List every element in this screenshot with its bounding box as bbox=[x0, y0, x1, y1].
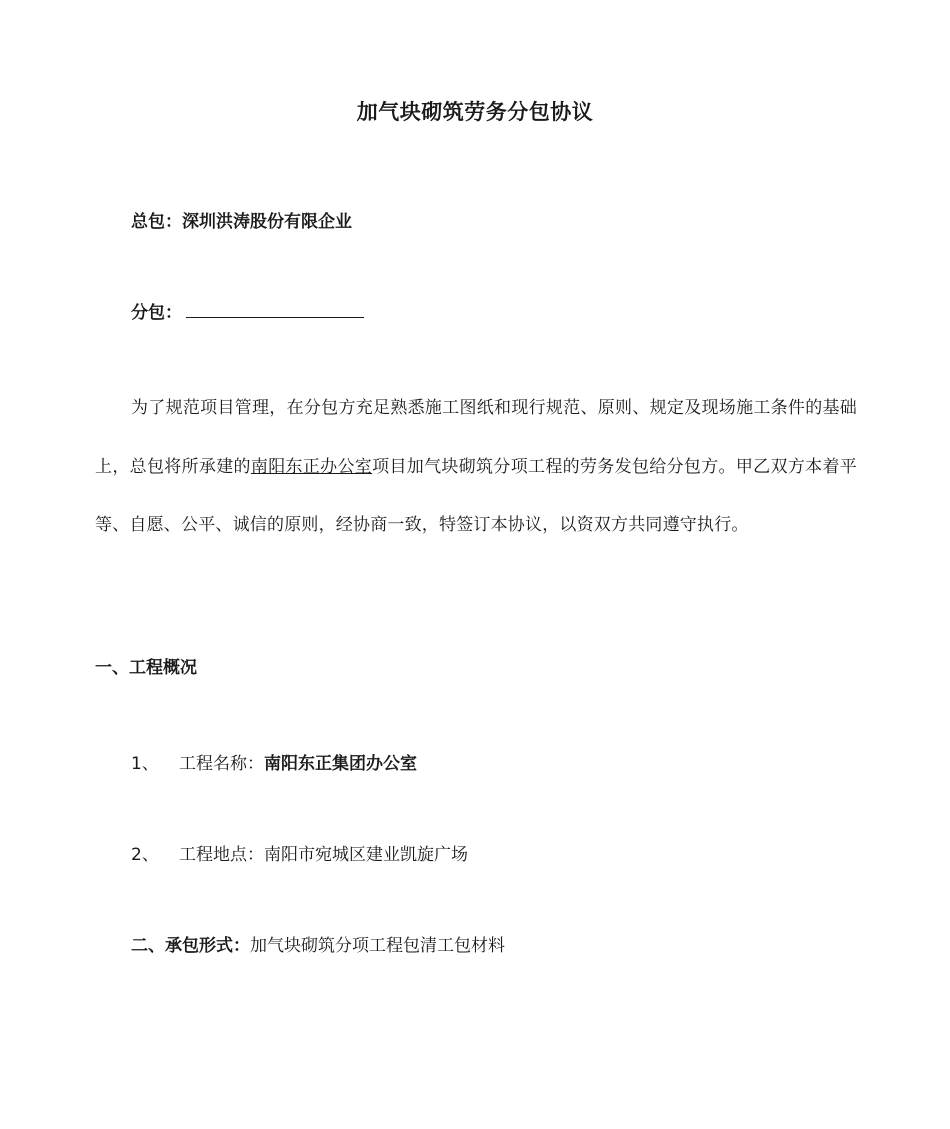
section2-line bbox=[131, 931, 505, 956]
section2-value: 加气块砌筑分项工程包清工包材料 bbox=[250, 936, 505, 956]
project-name-underlined: 南阳东正办公室 bbox=[250, 456, 373, 477]
intro-text-2: 项目加气块砌筑分项工程的劳务发包给分包方。甲乙双方本着平等、自愿、公平、诚信的原则，经协商一致，特签订本协议，以资双方共同遵守执行。 bbox=[95, 456, 857, 535]
intro-paragraph bbox=[95, 379, 857, 555]
subcontractor-blank bbox=[186, 300, 364, 318]
contractor-label: 总包： bbox=[131, 212, 182, 232]
item-project-name bbox=[131, 749, 417, 774]
item-project-location bbox=[131, 840, 468, 865]
item-value: 南阳东正集团办公室 bbox=[264, 754, 417, 774]
document-title: 加气块砌筑劳务分包协议 bbox=[356, 100, 594, 124]
item-label: 工程地点： bbox=[179, 845, 264, 865]
section2-heading: 二、承包形式： bbox=[131, 936, 250, 956]
section1-heading: 一、工程概况 bbox=[95, 658, 197, 678]
contractor-name: 深圳洪涛股份有限企业 bbox=[182, 212, 352, 232]
item-value: 南阳市宛城区建业凯旋广场 bbox=[264, 845, 468, 865]
intro-text-1: 为了规范项目管理，在分包方充足熟悉施工图纸和现行规范、原则、规定及现场施工条件的基础上，总包将所承建的 bbox=[95, 398, 857, 477]
item-label: 工程名称： bbox=[179, 754, 264, 774]
subcontractor-line bbox=[131, 298, 364, 323]
contractor-line bbox=[131, 207, 352, 232]
item-number: 2、 bbox=[131, 845, 159, 865]
subcontractor-label: 分包： bbox=[131, 303, 182, 323]
item-number: 1、 bbox=[131, 754, 159, 774]
